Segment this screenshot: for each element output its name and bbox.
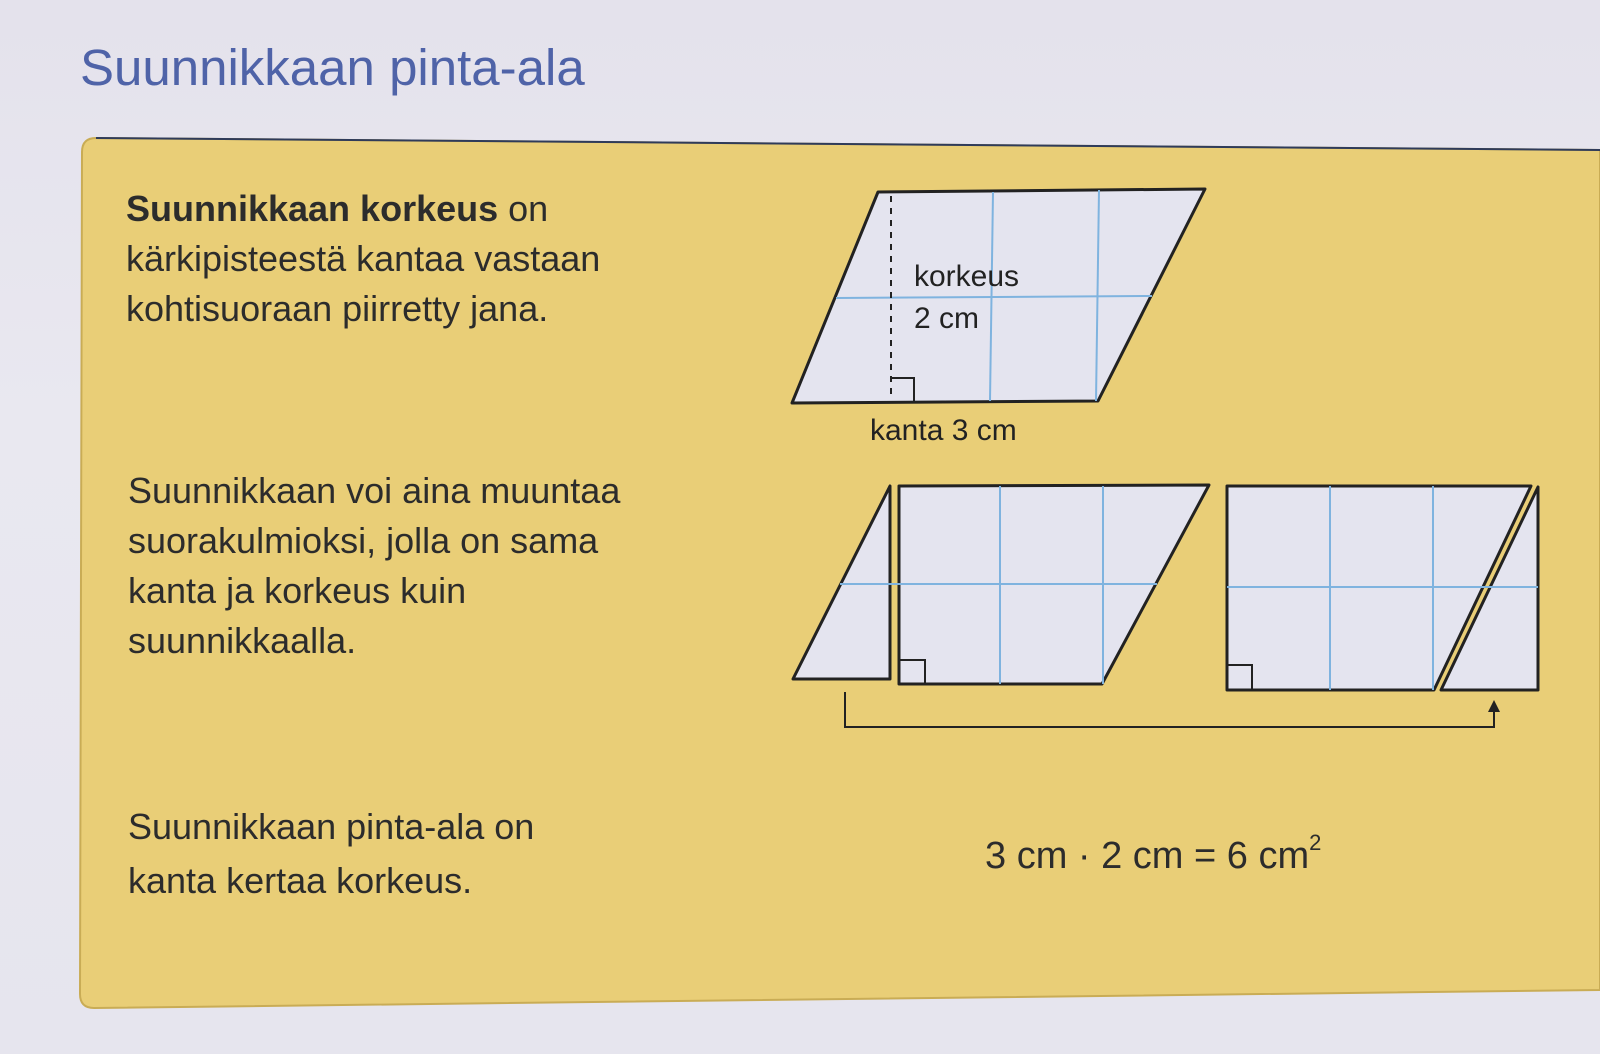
transform-line3: kanta ja korkeus kuin bbox=[128, 570, 467, 611]
height-definition-line2: kärkipisteestä kantaa vastaan bbox=[126, 238, 601, 279]
area-formula bbox=[985, 830, 1321, 878]
height-value-label: 2 cm bbox=[914, 302, 980, 335]
area-rule-line1: Suunnikkaan pinta-ala on bbox=[128, 806, 535, 847]
height-definition-line3: kohtisuoraan piirretty jana. bbox=[126, 288, 549, 329]
formula-expression: 3 cm · 2 cm = 6 cm bbox=[985, 835, 1310, 877]
height-label: korkeus bbox=[914, 260, 1020, 293]
transform-line4: suunnikkaalla. bbox=[128, 620, 357, 661]
move-arrow-head bbox=[1488, 700, 1500, 712]
height-definition-line1-rest: on bbox=[498, 188, 549, 229]
page-title: Suunnikkaan pinta-ala bbox=[80, 39, 585, 96]
formula-exponent: 2 bbox=[1309, 830, 1322, 855]
area-rule-line2: kanta kertaa korkeus. bbox=[128, 860, 473, 901]
transform-line2: suorakulmioksi, jolla on sama bbox=[128, 520, 599, 561]
base-label: kanta 3 cm bbox=[870, 414, 1017, 447]
move-arrow-line bbox=[845, 692, 1494, 727]
cut-triangle-left bbox=[793, 486, 890, 679]
transform-line1: Suunnikkaan voi aina muuntaa bbox=[128, 470, 621, 511]
height-term: Suunnikkaan korkeus bbox=[126, 188, 499, 229]
